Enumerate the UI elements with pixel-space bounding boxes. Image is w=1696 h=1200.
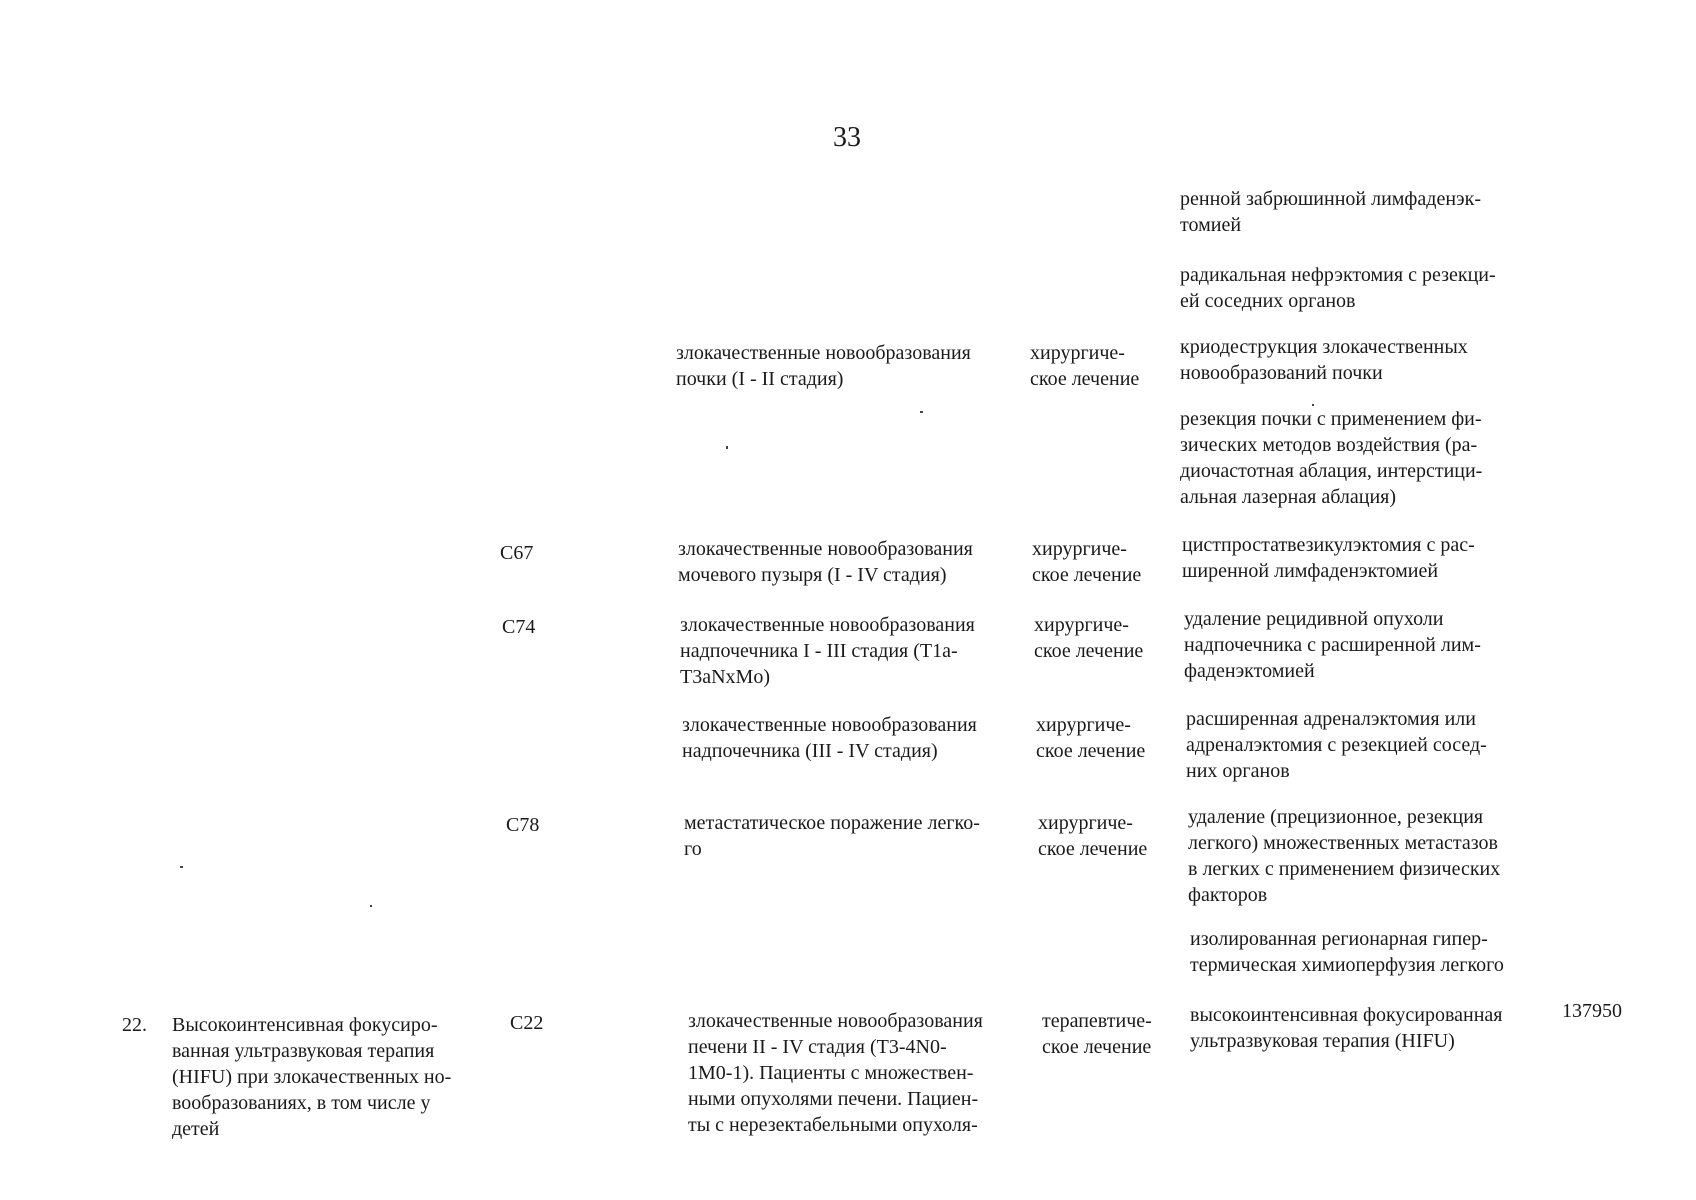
scan-speck xyxy=(920,411,923,413)
method-line: радикальная нефрэктомия с резекци- xyxy=(1180,264,1496,286)
diagnosis-line: почки (I - II стадия) xyxy=(676,368,844,390)
name-line: детей xyxy=(172,1118,220,1140)
diagnosis-line: злокачественные новообразования xyxy=(676,342,971,364)
scan-speck xyxy=(726,446,728,449)
method-line: легкого) множественных метастазов xyxy=(1188,832,1498,854)
diagnosis-line: злокачественные новообразования xyxy=(682,714,977,736)
method-line: фаденэктомией xyxy=(1184,660,1315,682)
method-line: изолированная регионарная гипер- xyxy=(1190,928,1488,950)
method-line: цистпростатвезикулэктомия с рас- xyxy=(1182,534,1475,556)
treatment-line: ское лечение xyxy=(1038,838,1148,860)
diagnosis-line: ными опухолями печени. Пациен- xyxy=(688,1088,979,1110)
method-line: ультразвуковая терапия (HIFU) xyxy=(1190,1030,1455,1052)
diagnosis-line: надпочечника (III - IV стадия) xyxy=(682,740,938,762)
icd-code: C78 xyxy=(506,814,540,836)
name-line: вообразованиях, в том числе у xyxy=(172,1092,431,1114)
diagnosis-line: го xyxy=(684,838,702,860)
scan-speck xyxy=(180,866,183,868)
method-line: диочастотная аблация, интерстици- xyxy=(1180,460,1483,482)
diagnosis-line: ты с нерезектабельными опухоля- xyxy=(688,1114,978,1136)
method-line: адреналэктомия с резекцией сосед- xyxy=(1186,734,1487,756)
diagnosis-line: злокачественные новообразования xyxy=(678,538,973,560)
method-line: в легких с применением физических xyxy=(1188,858,1501,880)
method-line: резекция почки с применением фи- xyxy=(1180,408,1482,430)
method-line: криодеструкция злокачественных xyxy=(1180,336,1468,358)
treatment-line: ское лечение xyxy=(1036,740,1146,762)
name-line: Высокоинтенсивная фокусиро- xyxy=(172,1014,438,1036)
treatment-line: ское лечение xyxy=(1032,564,1142,586)
scan-speck xyxy=(370,905,372,907)
treatment-line: хирургиче- xyxy=(1038,812,1133,834)
treatment-line: хирургиче- xyxy=(1034,614,1129,636)
method-line: них органов xyxy=(1186,760,1290,782)
treatment-line: хирургиче- xyxy=(1030,342,1125,364)
diagnosis-line: печени II - IV стадия (T3-4N0- xyxy=(688,1036,947,1058)
method-line: ширенной лимфаденэктомией xyxy=(1182,560,1439,582)
treatment-line: ское лечение xyxy=(1034,640,1144,662)
method-line: ренной забрюшинной лимфаденэк- xyxy=(1180,188,1481,210)
method-line: факторов xyxy=(1188,884,1268,906)
method-line: новообразований почки xyxy=(1180,362,1383,384)
method-line: зических методов воздействия (ра- xyxy=(1180,434,1478,456)
method-line: удаление рецидивной опухоли xyxy=(1184,608,1444,630)
treatment-line: ское лечение xyxy=(1030,368,1140,390)
method-line: томией xyxy=(1180,214,1242,236)
icd-code: C67 xyxy=(500,542,534,564)
method-line: альная лазерная аблация) xyxy=(1180,486,1397,508)
method-line: высокоинтенсивная фокусированная xyxy=(1190,1004,1503,1026)
diagnosis-line: злокачественные новообразования xyxy=(680,614,975,636)
name-line: ванная ультразвуковая терапия xyxy=(172,1040,435,1062)
item-number: 22. xyxy=(122,1014,147,1036)
icd-code: C22 xyxy=(510,1012,544,1034)
method-line: надпочечника с расширенной лим- xyxy=(1184,634,1481,656)
scan-speck xyxy=(1312,404,1314,406)
method-line: расширенная адреналэктомия или xyxy=(1186,708,1476,730)
diagnosis-line: метастатическое поражение легко- xyxy=(684,812,980,834)
treatment-line: хирургиче- xyxy=(1036,714,1131,736)
name-line: (HIFU) при злокачественных но- xyxy=(172,1066,452,1088)
treatment-line: ское лечение xyxy=(1042,1036,1152,1058)
diagnosis-line: надпочечника I - III стадия (T1a- xyxy=(680,640,958,662)
treatment-line: хирургиче- xyxy=(1032,538,1127,560)
icd-code: C74 xyxy=(502,616,536,638)
method-line: термическая химиоперфузия легкого xyxy=(1190,954,1504,976)
diagnosis-line: 1M0-1). Пациенты с множествен- xyxy=(688,1062,974,1084)
method-line: ей соседних органов xyxy=(1180,290,1356,312)
diagnosis-line: T3aNxMo) xyxy=(680,666,770,688)
diagnosis-line: злокачественные новообразования xyxy=(688,1010,983,1032)
page-number: 33 xyxy=(833,122,861,153)
diagnosis-line: мочевого пузыря (I - IV стадия) xyxy=(678,564,947,586)
treatment-line: терапевтиче- xyxy=(1042,1010,1152,1032)
cost-value: 137950 xyxy=(1562,1000,1622,1022)
method-line: удаление (прецизионное, резекция xyxy=(1188,806,1484,828)
